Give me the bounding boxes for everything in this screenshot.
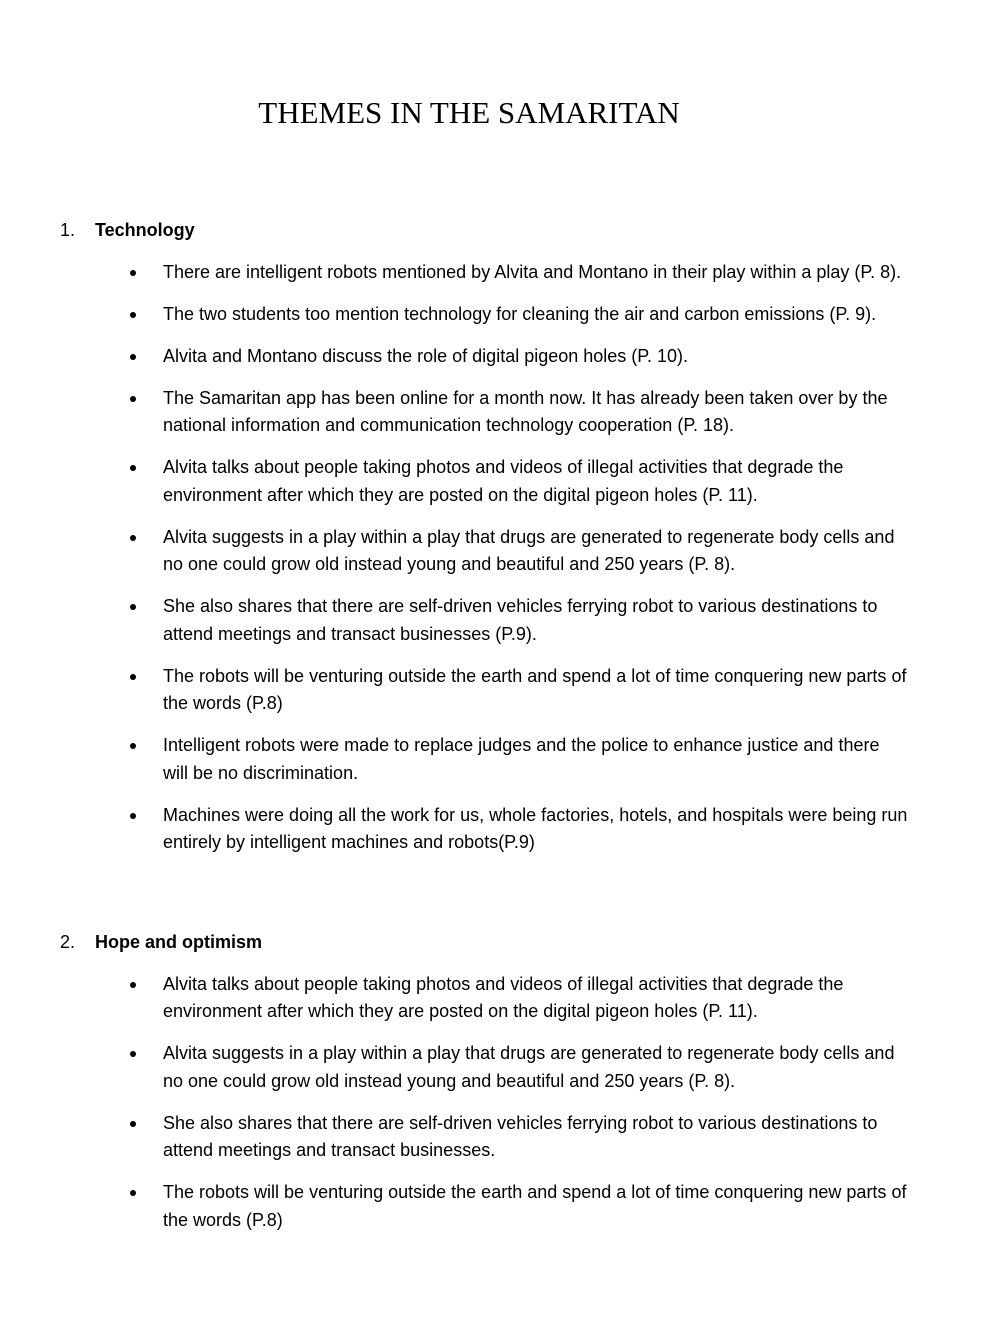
list-item-text: The Samaritan app has been online for a month now. It has already been taken over by the national information and communication technology cooperation (P. 18).: [163, 387, 888, 435]
bullet-icon: [130, 604, 136, 610]
bullet-icon: [130, 813, 136, 819]
list-item: [0, 732, 908, 787]
list-item-text: She also shares that there are self-driven vehicles ferrying robot to various destinations to attend meetings and transact businesses.: [163, 1112, 878, 1160]
section-technology: [0, 216, 998, 857]
list-item: [0, 1040, 908, 1095]
section-number: 2.: [60, 932, 76, 952]
bullet-list: [0, 259, 998, 857]
section-number: 1.: [60, 220, 76, 240]
section-hope-and-optimism: [0, 928, 998, 1234]
list-item: [0, 663, 908, 718]
list-item: [0, 259, 908, 287]
list-item-text: Alvita and Montano discuss the role of digital pigeon holes (P. 10).: [163, 345, 688, 366]
bullet-icon: [130, 674, 136, 680]
list-item-text: The robots will be venturing outside the earth and spend a lot of time conquering new parts of the words (P.8): [163, 665, 907, 713]
bullet-icon: [130, 354, 136, 360]
list-item-text: Machines were doing all the work for us, whole factories, hotels, and hospitals were being run entirely by intelligent machines and robots(P.9): [163, 804, 908, 852]
bullet-icon: [130, 270, 136, 276]
list-item-text: She also shares that there are self-driven vehicles ferrying robot to various destinations to attend meetings and transact businesses (P.9).: [163, 596, 878, 644]
list-item: [0, 454, 908, 509]
list-item: [0, 593, 908, 648]
bullet-icon: [130, 1190, 136, 1196]
section-title: Hope and optimism: [95, 932, 263, 952]
bullet-icon: [130, 535, 136, 541]
bullet-icon: [130, 396, 136, 402]
bullet-icon: [130, 312, 136, 318]
list-item: [0, 1179, 908, 1234]
bullet-list: [0, 971, 998, 1235]
list-item-text: Intelligent robots were made to replace judges and the police to enhance justice and there will be no discrimination.: [163, 735, 880, 783]
bullet-icon: [130, 1121, 136, 1127]
list-item: [0, 524, 908, 579]
list-item-text: Alvita suggests in a play within a play that drugs are generated to regenerate body cells and no one could grow old instead young and beautiful and 250 years (P. 8).: [163, 526, 895, 574]
section-heading: [0, 928, 998, 956]
list-item: [0, 301, 908, 329]
list-item: [0, 385, 908, 440]
list-item: [0, 1110, 908, 1165]
bullet-icon: [130, 1051, 136, 1057]
bullet-icon: [130, 465, 136, 471]
section-heading: [0, 216, 998, 244]
list-item: [0, 971, 908, 1026]
list-item-text: The two students too mention technology for cleaning the air and carbon emissions (P. 9).: [163, 303, 877, 324]
bullet-icon: [130, 743, 136, 749]
list-item-text: Alvita talks about people taking photos and videos of illegal activities that degrade the environment after which they are posted on the digital pigeon holes (P. 11).: [163, 457, 844, 505]
page-title: THEMES IN THE SAMARITAN: [258, 95, 680, 130]
list-item: [0, 802, 908, 857]
list-item: [0, 343, 908, 371]
list-item-text: Alvita talks about people taking photos and videos of illegal activities that degrade the environment after which they are posted on the digital pigeon holes (P. 11).: [163, 973, 844, 1021]
bullet-icon: [130, 982, 136, 988]
list-item-text: Alvita suggests in a play within a play that drugs are generated to regenerate body cells and no one could grow old instead young and beautiful and 250 years (P. 8).: [163, 1043, 895, 1091]
section-title: Technology: [95, 220, 195, 240]
list-item-text: The robots will be venturing outside the earth and spend a lot of time conquering new parts of the words (P.8): [163, 1182, 907, 1230]
list-item-text: There are intelligent robots mentioned by Alvita and Montano in their play within a play (P. 8).: [163, 261, 902, 282]
